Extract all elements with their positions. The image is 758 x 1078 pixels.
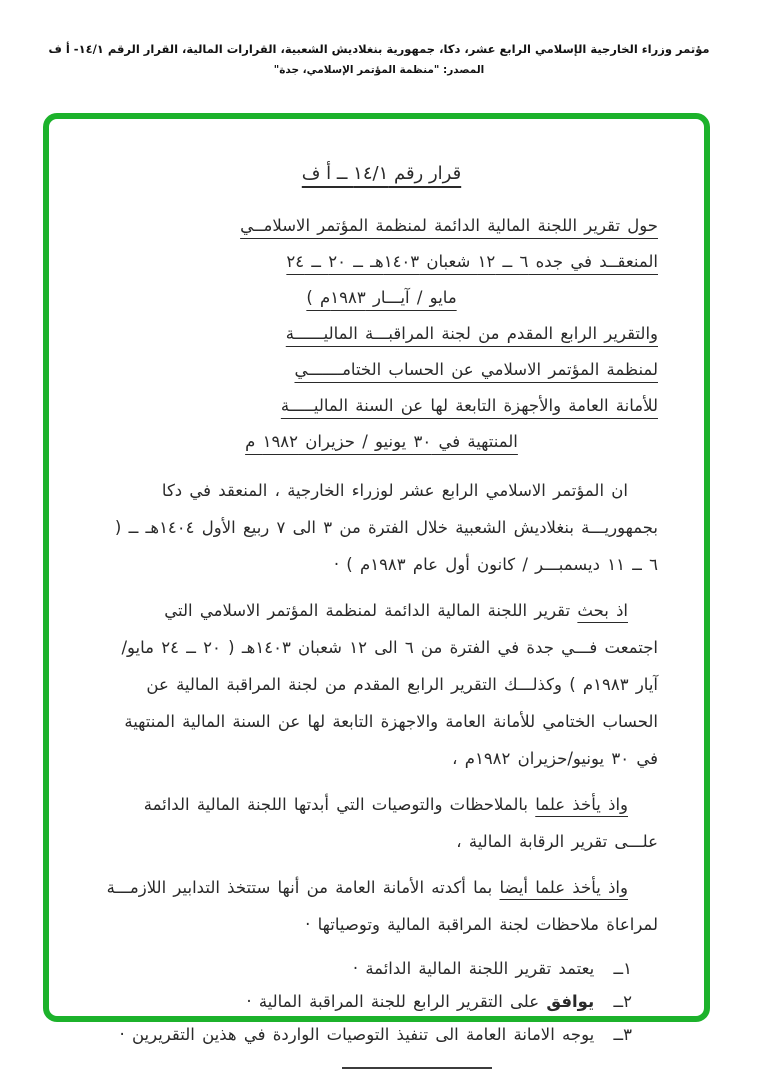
- heading-line: والتقرير الرابع المقدم من لجنة المراقبـــة الماليــــــة: [285, 324, 658, 343]
- paragraph-taking-note: [105, 786, 658, 860]
- heading-line: لمنظمة المؤتمر الاسلامي عن الحساب الختامـــــــي: [294, 360, 658, 379]
- list-item-number: ٣ــ: [613, 1025, 632, 1044]
- header-source-line: المصدر: "منظمة المؤتمر الإسلامي، جدة": [273, 64, 485, 76]
- paragraph-text: بما أكدته الأمانة العامة من أنها ستتخذ التدابير اللازمـــة لمراعاة ملاحظات لجنة المراقبة المالية وتوصياتها ·: [106, 878, 658, 934]
- list-item-2: [105, 985, 658, 1018]
- scan-green-frame: [43, 113, 710, 1044]
- heading-line: للأمانة العامة والأجهزة التابعة لها عن السنة الماليـــــة: [280, 396, 658, 415]
- list-item-1: [105, 952, 658, 985]
- paragraph-having-examined: [105, 592, 658, 777]
- document-source-header: [0, 42, 758, 76]
- list-item-number: ١ــ: [613, 959, 632, 978]
- paragraph-text: ان المؤتمر الاسلامي الرابع عشر لوزراء الخارجية ، المنعقد في دكا بجمهوريـــة بنغلاديش الشعبية خلال الفترة من ٣ الى ٧ ربيع الأول ١٤٠٤هـ ــ ( ٦ ــ ١١ ديسمبـــر / كانون أول عام ١٩٨٣م ) ·: [114, 481, 658, 574]
- list-item-number: ٢ــ: [613, 992, 632, 1011]
- resolution-list: [105, 952, 658, 1051]
- paragraph-lead: اذ بحث: [577, 601, 628, 620]
- paragraph-lead: واذ يأخذ علما: [535, 795, 628, 814]
- scanned-document: [49, 119, 704, 1044]
- paragraph-lead: واذ يأخذ علما أيضا: [499, 878, 628, 897]
- list-item-bold-word: يوافق: [546, 992, 595, 1011]
- heading-line: مايو / آيـــار ١٩٨٣م ): [306, 288, 457, 307]
- closing-divider: [342, 1067, 492, 1069]
- header-caption-line: مؤتمر وزراء الخارجية الإسلامي الرابع عشر، دكا، جمهورية بنغلاديش الشعبية، القرارات المالية، القرار الرقم ١٤/١- أ ف: [48, 42, 710, 56]
- list-item-text: يوجه الامانة العامة الى تنفيذ التوصيات الواردة في هذين التقريرين ·: [119, 1025, 595, 1044]
- resolution-title: قرار رقم ١٤/١ ــ أ ف: [301, 163, 462, 184]
- heading-line: المنعقــد في جده ٦ ــ ١٢ شعبان ١٤٠٣هـ ــ ٢٠ ــ ٢٤: [286, 252, 658, 271]
- paragraph-text: تقرير اللجنة المالية الدائمة لمنظمة المؤتمر الاسلامي التي اجتمعت فـــي جدة في الفترة من ٦ الى ١٢ شعبان ١٤٠٣هـ ( ٢٠ ــ ٢٤ مايو/آيار ١٩٨٣م ) وكذلـــك التقرير الرابع المقدم من لجنة المراقبة المالية عن الحساب الختامي للأمانة العامة والاجهزة التابعة لها عن السنة المالية المنتهية في ٣٠ يونيو/حزيران ١٩٨٢م ،: [121, 601, 658, 768]
- list-item-text: يعتمد تقرير اللجنة المالية الدائمة ·: [352, 959, 595, 978]
- resolution-heading: [105, 208, 658, 460]
- list-item-text: على التقرير الرابع للجنة المراقبة المالية ·: [246, 992, 540, 1011]
- paragraph-text: بالملاحظات والتوصيات التي أبدتها اللجنة المالية الدائمة علـــى تقرير الرقابة المالية ،: [143, 795, 658, 851]
- heading-line: المنتهية في ٣٠ يونيو / حزيران ١٩٨٢ م: [245, 432, 518, 451]
- paragraph-taking-note-also: [105, 869, 658, 943]
- paragraph-preamble: [105, 472, 658, 583]
- heading-line: حول تقرير اللجنة المالية الدائمة لمنظمة المؤتمر الاسلامــي: [240, 216, 658, 235]
- list-item-3: [105, 1018, 658, 1051]
